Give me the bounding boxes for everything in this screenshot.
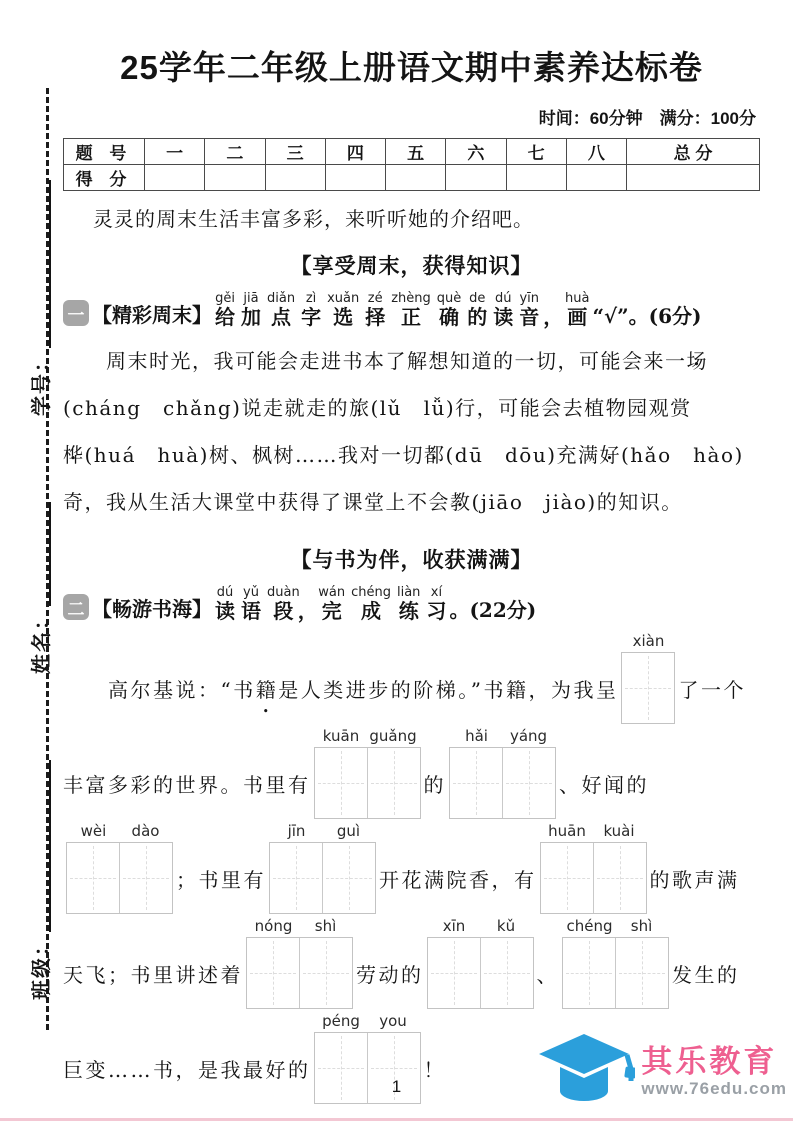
grid-cell [502,748,555,818]
pinyin-syllable: hǎi [465,727,488,745]
ruby-char: 选xuǎn [327,291,360,329]
grid-cell [593,843,646,913]
pinyin-syllable: guì [336,822,361,840]
seal-field-student-id [31,180,51,416]
text-run: 劳动的 [356,962,424,987]
score-table-cell: 五 [386,139,446,165]
score-cell-empty [325,165,385,191]
text-line [63,432,760,479]
character-grid [621,652,675,724]
text-run: 、 [536,962,559,987]
plain-char: ， [543,305,564,329]
character-grid [427,937,534,1009]
text-run: 、好闻的 [559,772,649,797]
pinyin-syllable: xiàn [632,632,665,650]
ruby-char: 给gěi [215,291,235,329]
character-grid [66,842,173,914]
score-table-header-row [64,139,760,165]
grid-cell [615,938,668,1008]
banner-books: 【与书为伴，收获满满】 [290,549,533,572]
brand-url: www.76edu.com [641,1079,787,1099]
text-run: 周末时光，我可能会走进书本了解想知道的一切，可能会来一 [63,349,687,373]
pinyin-row [564,917,668,935]
ruby-char: 的de [467,291,488,329]
grid-cell [367,748,420,818]
section1-heading [63,292,760,330]
pinyin-syllable: jīn [287,822,306,840]
intro-text: 灵灵的周末生活丰富多彩，来听听她的介绍吧。 [93,207,534,231]
text-run: 奇，我从生活大课堂中获得了课堂上不会 [63,490,450,514]
brand-text [641,1045,787,1099]
pinyin-row [315,727,419,745]
section2-heading [63,586,760,624]
name-blank-line [45,502,51,606]
ruby-char: 完wán [318,585,346,623]
grid-cell [450,748,502,818]
text-run: 高尔基说：“书 [63,677,256,702]
text-run: ！ [423,1057,446,1082]
seal-field-class [31,760,51,1000]
pinyin-syllable: dào [131,822,160,840]
dotted-char: 场 • [687,349,709,373]
text-run: 巨变……书，是我最好的 [63,1057,311,1082]
ruby-char: 读dú [493,291,514,329]
text-run: 的 [423,772,446,797]
pinyin-row [451,727,555,745]
pinyin-writing-box [540,822,647,914]
score-cell-empty [386,165,446,191]
text-run: (dū dōu)充满 [445,443,600,467]
score-table-cell: 四 [325,139,385,165]
text-run: (jiāo jiào)的知识。 [471,490,683,514]
pinyin-syllable: péng [322,1012,360,1030]
pinyin-row [248,917,352,935]
time-score-info: 时间：60分钟 满分：100分 [538,109,756,128]
score-table-cell: 三 [265,139,325,165]
pinyin-writing-box [427,917,534,1009]
score-table-score-row [64,165,760,191]
pinyin-syllable: shì [314,917,337,935]
question-number-label: 题 号 [64,139,145,165]
ruby-char: 画huà [565,291,590,329]
dotted-char: 桦 • [63,443,85,467]
pinyin-syllable: yáng [509,727,548,745]
text-run: (lǔ lǚ)行，可能会去植物园观赏 [370,396,692,420]
character-grid [449,747,556,819]
grid-cell [119,843,172,913]
dotted-char: 好 • [600,443,622,467]
page-title: 25学年二年级上册语文期中素养达标卷 [120,49,703,86]
grid-cell [67,843,119,913]
text-run: 丰富多彩的世界。书里有 [63,772,311,797]
grid-cell [428,938,480,1008]
text-line [63,385,760,432]
score-table-cell: 六 [446,139,506,165]
ruby-char: 成chéng [351,585,391,623]
ruby-char: 确què [436,291,462,329]
grid-cell [480,938,533,1008]
text-run: 天飞；书里讲述着 [63,962,243,987]
grid-cell [315,748,367,818]
character-grid [314,747,421,819]
ruby-char: 习xí [426,585,447,623]
section2-number-badge: 二 [63,594,89,620]
text-line [63,479,760,526]
ruby-char: 段duàn [267,585,300,623]
pinyin-syllable: huān [548,822,586,840]
text-run: (huá huà)树、枫树……我对一切 [84,443,424,467]
brand-name: 其乐教育 [641,1043,778,1079]
dotted-char: 教 • [450,490,472,514]
class-blank-line [45,760,51,932]
section1-title-tail: “√”。(6分) [592,304,702,328]
score-cell-empty [205,165,265,191]
character-grid [246,937,353,1009]
seal-field-name [31,502,51,674]
score-label: 得 分 [64,165,145,191]
ruby-char: 音yīn [519,291,540,329]
page-number: 1 [391,1077,402,1096]
plain-char: ， [297,599,318,623]
text-run: ；书里有 [176,867,266,892]
graduation-cap-icon [539,1031,635,1113]
text-run: 是人类进步的阶梯。”书籍，为我呈 [278,677,619,702]
dotted-char: 旅 • [349,396,371,420]
pinyin-syllable: wèi [80,822,107,840]
pinyin-writing-box [269,822,376,914]
text-line [63,822,760,915]
text-line [63,632,760,725]
section2-title-pinyin [212,586,449,624]
score-cell-empty [145,165,205,191]
grid-cell [563,938,615,1008]
pinyin-row [315,1012,419,1030]
ruby-char: 加jiā [241,291,261,329]
score-cell-empty [446,165,506,191]
section2-tag: 【畅游书海】 [92,599,212,621]
seal-fields [15,180,51,1000]
section1-number-badge: 一 [63,300,89,326]
pinyin-row [428,917,532,935]
ruby-char: 字zì [301,291,322,329]
ruby-char: 点diǎn [267,291,296,329]
pinyin-syllable: kǔ [496,917,516,935]
pinyin-syllable: chéng [566,917,613,935]
grid-cell [541,843,593,913]
character-grid [540,842,647,914]
text-line [63,727,760,820]
section1-paragraph [63,338,760,526]
character-grid [562,937,669,1009]
brand-logo [539,1031,787,1113]
banner-weekend: 【享受周末，获得知识】 [290,255,533,278]
pinyin-syllable: nóng [254,917,293,935]
pinyin-syllable: kuān [322,727,360,745]
text-run: 开花满院香，有 [379,867,537,892]
main-content [63,42,760,1105]
score-cell-empty [265,165,325,191]
text-run: (cháng chǎng)说走就走的 [63,396,349,420]
ruby-char: 练liàn [396,585,421,623]
pinyin-writing-box [562,917,669,1009]
dotted-char: 籍 • [256,674,279,703]
pinyin-writing-box [246,917,353,1009]
pinyin-row [271,822,375,840]
score-table-cell: 二 [205,139,265,165]
score-table-cell: 总 分 [627,139,760,165]
text-run: 了一个 [678,677,746,702]
pinyin-row [68,822,172,840]
grid-cell [299,938,352,1008]
pinyin-row [622,632,674,650]
text-line [63,917,760,1010]
name-label: 姓名： [29,608,53,674]
score-table-cell: 八 [566,139,626,165]
dotted-char: 都 • [424,443,446,467]
ruby-char: 择zé [365,291,386,329]
pinyin-writing-box [449,727,556,819]
score-table-cell: 七 [506,139,566,165]
pinyin-syllable: xīn [442,917,466,935]
character-grid [269,842,376,914]
grid-cell [247,938,299,1008]
grid-cell [622,653,674,723]
pinyin-row [541,822,645,840]
section1-tag: 【精彩周末】 [92,305,212,327]
class-label: 班级： [29,934,53,1000]
pinyin-syllable: you [379,1012,407,1030]
ruby-char: 读dú [215,585,235,623]
text-run: 发生的 [672,962,740,987]
ruby-char: 正zhèng [391,291,431,329]
student-id-blank-line [45,180,51,348]
pinyin-syllable: shì [630,917,653,935]
text-line [63,338,760,385]
score-cell-empty [627,165,760,191]
score-table-cell: 一 [145,139,205,165]
grid-cell [322,843,375,913]
pinyin-writing-box [621,632,675,724]
score-table [63,138,760,191]
grid-cell [270,843,322,913]
text-run: 的歌声满 [649,867,740,892]
pinyin-syllable: kuài [603,822,635,840]
score-cell-empty [566,165,626,191]
pinyin-syllable: guǎng [369,727,417,745]
pinyin-writing-box [314,727,421,819]
ruby-char: 语yǔ [241,585,261,623]
student-id-label: 学号： [29,350,53,416]
text-run: (hǎo hào) [621,443,744,467]
pinyin-writing-box [66,822,173,914]
score-cell-empty [506,165,566,191]
section2-title-tail: 。(22分) [449,598,537,622]
section1-title-pinyin [212,292,593,330]
